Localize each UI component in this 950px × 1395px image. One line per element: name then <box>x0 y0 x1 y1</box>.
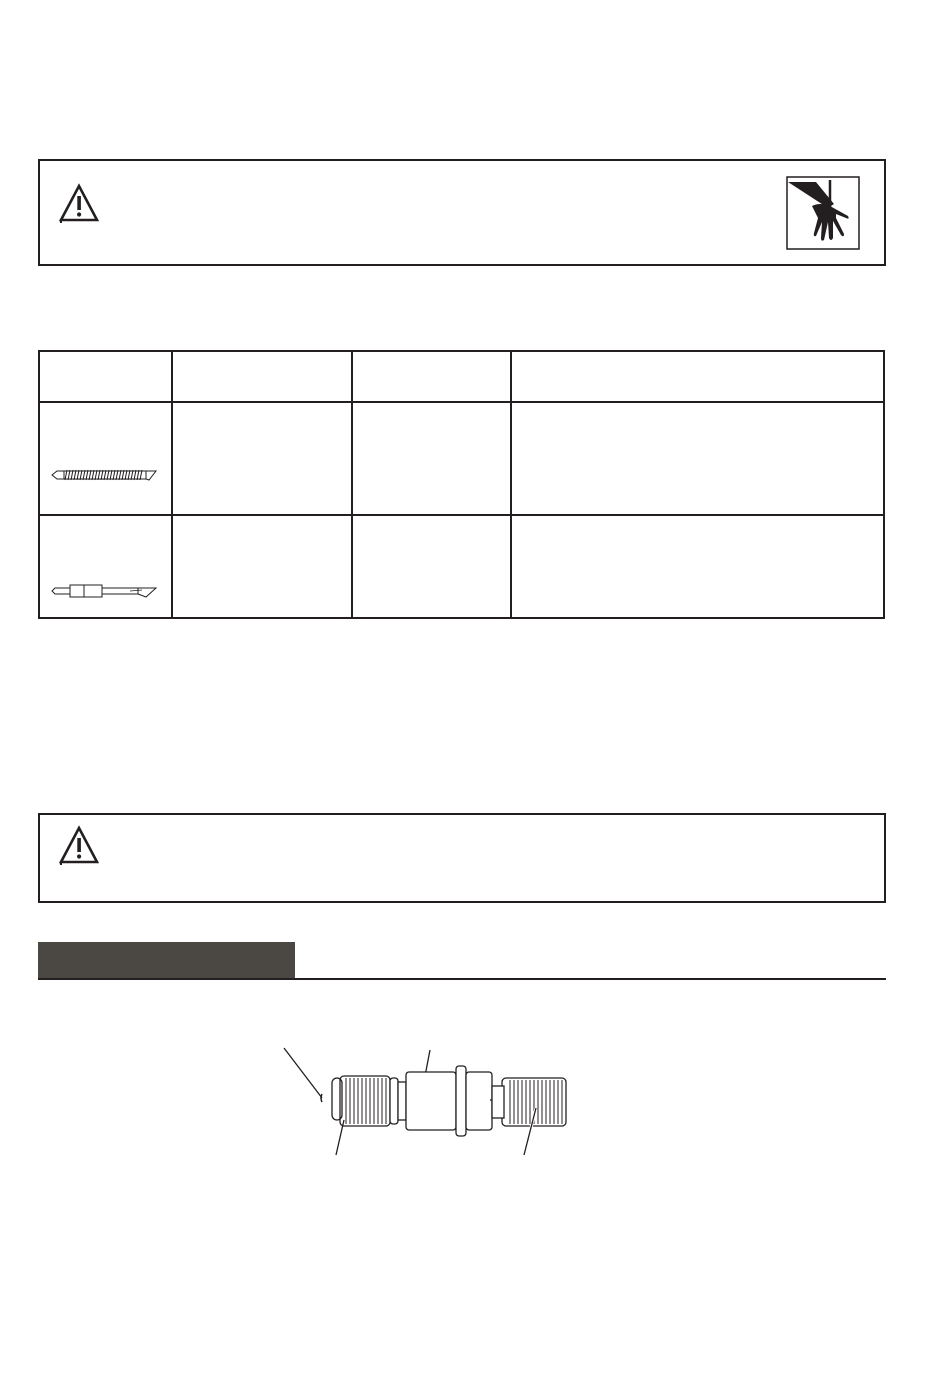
table-row <box>40 516 883 619</box>
section-header-rule <box>38 978 886 980</box>
caution-box-1 <box>38 159 886 266</box>
blade-holder-plunger-icon <box>270 1040 590 1165</box>
blade-table <box>38 350 885 619</box>
section-header-bar <box>38 942 295 979</box>
warning-triangle-icon <box>58 825 100 867</box>
spring-blade-icon <box>50 467 160 483</box>
table-row <box>40 403 883 514</box>
warning-triangle-icon <box>58 183 100 225</box>
caution-box-2 <box>38 813 886 903</box>
table-header-row <box>40 352 883 401</box>
callout-line <box>284 1048 322 1098</box>
standard-blade-icon <box>50 582 160 600</box>
hand-cut-hazard-icon <box>786 176 860 250</box>
